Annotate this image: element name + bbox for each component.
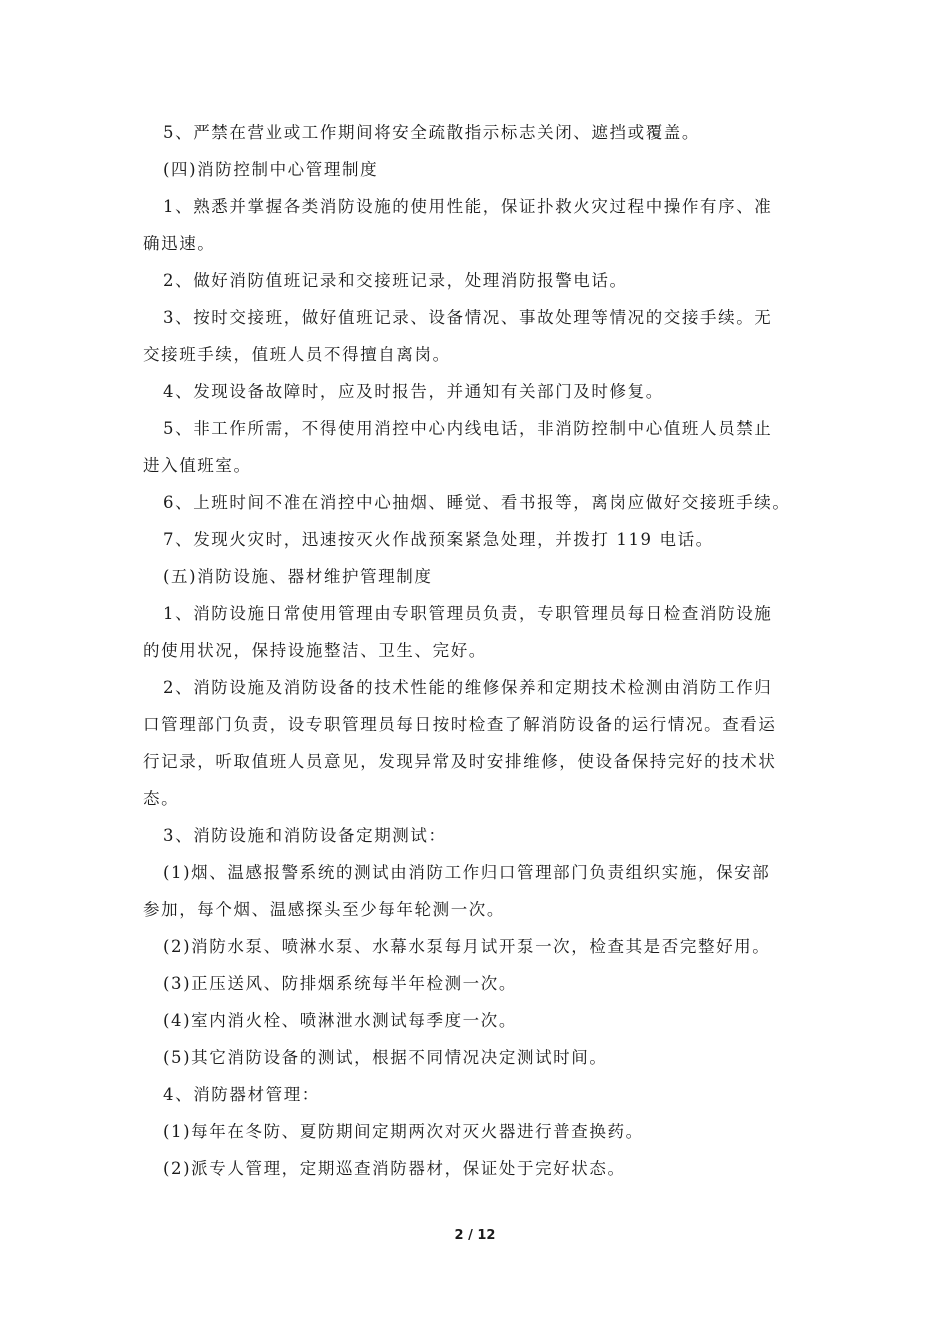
text-line: (五)消防设施、器材维护管理制度: [163, 567, 433, 586]
text-line: (5)其它消防设备的测试，根据不同情况决定测试时间。: [163, 1048, 608, 1067]
text-line: 1、消防设施日常使用管理由专职管理员负责，专职管理员每日检查消防设施: [163, 604, 773, 623]
text-line: 3、按时交接班，做好值班记录、设备情况、事故处理等情况的交接手续。无: [163, 308, 773, 327]
text-line: 4、消防器材管理：: [163, 1085, 320, 1104]
document-body: [143, 114, 808, 1187]
text-line: (2)派专人管理，定期巡查消防器材，保证处于完好状态。: [163, 1159, 626, 1178]
text-line: 4、发现设备故障时，应及时报告，并通知有关部门及时修复。: [163, 382, 664, 401]
text-line: 进入值班室。: [143, 456, 252, 475]
text-line: 2、消防设施及消防设备的技术性能的维修保养和定期技术检测由消防工作归: [163, 678, 773, 697]
text-line: 2、做好消防值班记录和交接班记录，处理消防报警电话。: [163, 271, 628, 290]
text-line: 确迅速。: [143, 234, 216, 253]
text-line: 态。: [143, 789, 180, 808]
text-line: (1)烟、温感报警系统的测试由消防工作归口管理部门负责组织实施，保安部: [163, 863, 771, 882]
text-line: (3)正压送风、防排烟系统每半年检测一次。: [163, 974, 517, 993]
text-line: 3、消防设施和消防设备定期测试：: [163, 826, 447, 845]
text-line: (2)消防水泵、喷淋水泵、水幕水泵每月试开泵一次，检查其是否完整好用。: [163, 937, 771, 956]
text-line: 7、发现火灾时，迅速按灭火作战预案紧急处理，并拨打 119 电话。: [163, 530, 714, 549]
text-line: (4)室内消火栓、喷淋泄水测试每季度一次。: [163, 1011, 517, 1030]
text-line: 口管理部门负责，设专职管理员每日按时检查了解消防设备的运行情况。查看运: [143, 715, 777, 734]
text-line: 行记录，听取值班人员意见，发现异常及时安排维修，使设备保持完好的技术状: [143, 752, 777, 771]
page-number: 2 / 12: [454, 1228, 496, 1243]
text-line: (1)每年在冬防、夏防期间定期两次对灭火器进行普查换药。: [163, 1122, 644, 1141]
text-line: 5、非工作所需，不得使用消控中心内线电话，非消防控制中心值班人员禁止: [163, 419, 773, 438]
text-line: 的使用状况，保持设施整洁、卫生、完好。: [143, 641, 487, 660]
text-line: 6、上班时间不准在消控中心抽烟、睡觉、看书报等，离岗应做好交接班手续。: [163, 493, 791, 512]
text-line: 交接班手续，值班人员不得擅自离岗。: [143, 345, 451, 364]
text-line: 参加，每个烟、温感探头至少每年轮测一次。: [143, 900, 505, 919]
text-line: 1、熟悉并掌握各类消防设施的使用性能，保证扑救火灾过程中操作有序、准: [163, 197, 773, 216]
text-line: 5、严禁在营业或工作期间将安全疏散指示标志关闭、遮挡或覆盖。: [163, 123, 700, 142]
text-line: (四)消防控制中心管理制度: [163, 160, 379, 179]
